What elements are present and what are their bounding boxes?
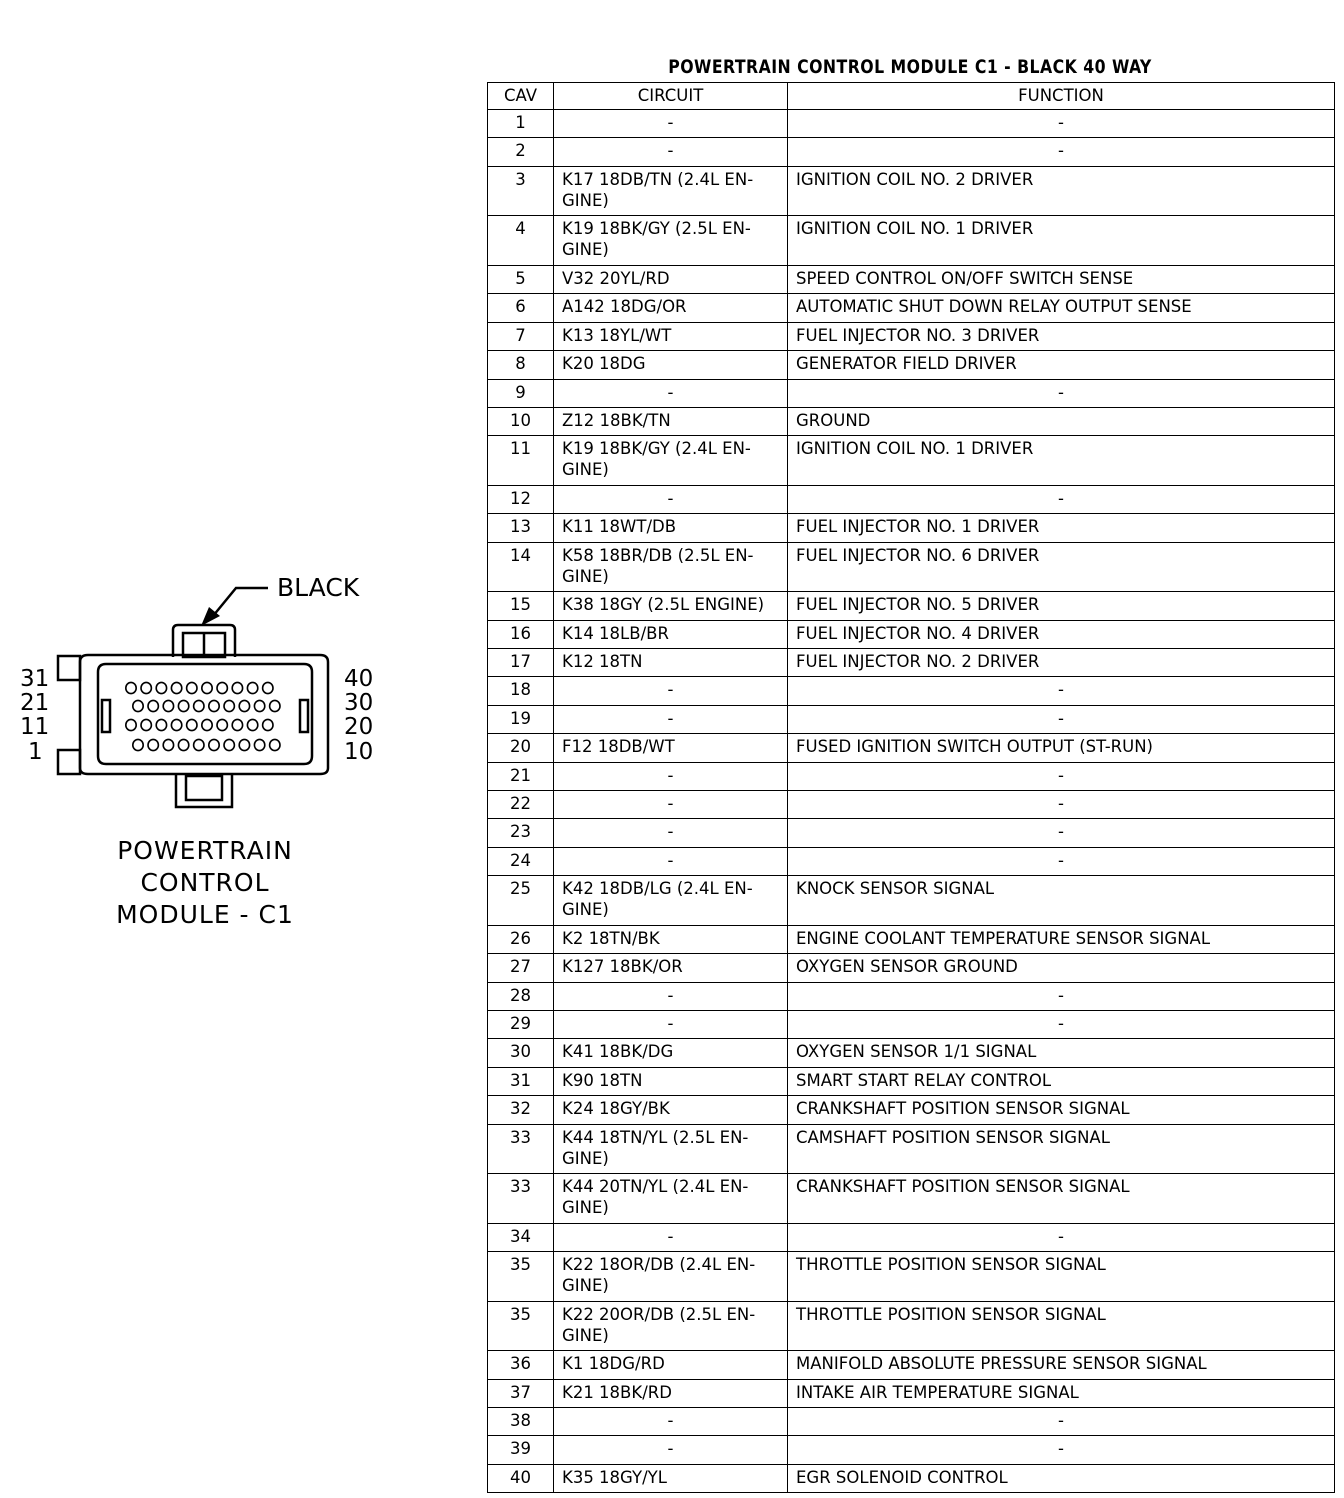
circuit-cell: K20 18DG (554, 351, 788, 379)
table-row (488, 762, 1335, 790)
circuit-cell: - (554, 1408, 788, 1436)
circuit-cell: K58 18BR/DB (2.5L EN-GINE) (554, 542, 788, 592)
pin-hole (171, 719, 181, 730)
pin-label-31: 31 (20, 666, 50, 692)
function-cell: - (788, 762, 1335, 790)
cav-cell: 21 (488, 762, 554, 790)
pin-hole (254, 700, 264, 711)
pin-hole (163, 739, 173, 750)
circuit-cell: K90 18TN (554, 1067, 788, 1095)
function-cell: MANIFOLD ABSOLUTE PRESSURE SENSOR SIGNAL (788, 1351, 1335, 1379)
header-function: FUNCTION (788, 83, 1335, 110)
pin-hole (224, 700, 234, 711)
table-row (488, 876, 1335, 926)
function-cell: FUEL INJECTOR NO. 6 DRIVER (788, 542, 1335, 592)
pin-hole (247, 682, 257, 693)
table-row (488, 1039, 1335, 1067)
circuit-cell: K44 18TN/YL (2.5L EN-GINE) (554, 1124, 788, 1174)
connector-caption (60, 835, 350, 931)
function-cell: FUEL INJECTOR NO. 2 DRIVER (788, 649, 1335, 677)
cav-cell: 22 (488, 791, 554, 819)
function-cell: - (788, 847, 1335, 875)
pin-label-20: 20 (344, 714, 374, 740)
function-cell: GENERATOR FIELD DRIVER (788, 351, 1335, 379)
table-row (488, 110, 1335, 138)
circuit-cell: K12 18TN (554, 649, 788, 677)
caption-line: MODULE - C1 (116, 900, 294, 929)
table-row (488, 294, 1335, 322)
function-cell: FUEL INJECTOR NO. 1 DRIVER (788, 514, 1335, 542)
pin-hole (232, 719, 242, 730)
circuit-cell: K41 18BK/DG (554, 1039, 788, 1067)
cav-cell: 27 (488, 954, 554, 982)
pin-hole (126, 682, 136, 693)
function-cell: IGNITION COIL NO. 1 DRIVER (788, 216, 1335, 266)
cav-cell: 35 (488, 1252, 554, 1302)
function-cell: CAMSHAFT POSITION SENSOR SIGNAL (788, 1124, 1335, 1174)
cav-cell: 26 (488, 925, 554, 953)
circuit-cell: - (554, 762, 788, 790)
circuit-cell: F12 18DB/WT (554, 734, 788, 762)
pin-hole (270, 700, 280, 711)
table-row (488, 1252, 1335, 1302)
function-cell: ENGINE COOLANT TEMPERATURE SENSOR SIGNAL (788, 925, 1335, 953)
circuit-cell: K1 18DG/RD (554, 1351, 788, 1379)
function-cell: THROTTLE POSITION SENSOR SIGNAL (788, 1252, 1335, 1302)
pin-hole (178, 739, 188, 750)
pin-hole (141, 719, 151, 730)
table-row (488, 542, 1335, 592)
header-cav: CAV (488, 83, 554, 110)
function-cell: - (788, 791, 1335, 819)
table-row (488, 1301, 1335, 1351)
pin-label-21: 21 (20, 690, 50, 716)
function-cell: OXYGEN SENSOR 1/1 SIGNAL (788, 1039, 1335, 1067)
circuit-cell: K11 18WT/DB (554, 514, 788, 542)
table-row (488, 138, 1335, 166)
function-cell: FUEL INJECTOR NO. 4 DRIVER (788, 620, 1335, 648)
table-row (488, 485, 1335, 513)
function-cell: CRANKSHAFT POSITION SENSOR SIGNAL (788, 1096, 1335, 1124)
table-row (488, 407, 1335, 435)
table-row (488, 677, 1335, 705)
function-cell: GROUND (788, 407, 1335, 435)
cav-cell: 11 (488, 436, 554, 486)
circuit-cell: - (554, 138, 788, 166)
circuit-cell: - (554, 847, 788, 875)
circuit-cell: - (554, 110, 788, 138)
function-cell: EGR SOLENOID CONTROL (788, 1464, 1335, 1492)
table-row (488, 1351, 1335, 1379)
header-circuit: CIRCUIT (554, 83, 788, 110)
circuit-cell: K35 18GY/YL (554, 1464, 788, 1492)
cav-cell: 15 (488, 592, 554, 620)
pin-hole (187, 682, 197, 693)
cav-cell: 7 (488, 322, 554, 350)
table-row (488, 351, 1335, 379)
pin-hole (194, 700, 204, 711)
circuit-cell: - (554, 677, 788, 705)
pin-hole (178, 700, 188, 711)
cav-cell: 38 (488, 1408, 554, 1436)
table-row (488, 847, 1335, 875)
table-row (488, 954, 1335, 982)
table-row (488, 1174, 1335, 1224)
table-row (488, 791, 1335, 819)
table-row (488, 1379, 1335, 1407)
cav-cell: 2 (488, 138, 554, 166)
function-cell: OXYGEN SENSOR GROUND (788, 954, 1335, 982)
pin-label-40: 40 (344, 666, 374, 692)
table-row (488, 1408, 1335, 1436)
cav-cell: 39 (488, 1436, 554, 1464)
cav-cell: 1 (488, 110, 554, 138)
circuit-cell: A142 18DG/OR (554, 294, 788, 322)
pin-hole (232, 682, 242, 693)
circuit-cell: K19 18BK/GY (2.4L EN-GINE) (554, 436, 788, 486)
function-cell: KNOCK SENSOR SIGNAL (788, 876, 1335, 926)
callout-arrow (213, 588, 268, 616)
pin-hole (141, 682, 151, 693)
function-cell: - (788, 677, 1335, 705)
cav-cell: 36 (488, 1351, 554, 1379)
function-cell: CRANKSHAFT POSITION SENSOR SIGNAL (788, 1174, 1335, 1224)
pin-hole (133, 739, 143, 750)
pin-hole (163, 700, 173, 711)
cav-cell: 6 (488, 294, 554, 322)
cav-cell: 40 (488, 1464, 554, 1492)
pin-hole (202, 719, 212, 730)
function-cell: SMART START RELAY CONTROL (788, 1067, 1335, 1095)
function-cell: - (788, 819, 1335, 847)
cav-cell: 33 (488, 1124, 554, 1174)
cav-cell: 4 (488, 216, 554, 266)
table-row (488, 592, 1335, 620)
cav-cell: 24 (488, 847, 554, 875)
cav-cell: 31 (488, 1067, 554, 1095)
pin-hole (194, 739, 204, 750)
circuit-cell: K44 20TN/YL (2.4L EN-GINE) (554, 1174, 788, 1224)
table-row (488, 734, 1335, 762)
pin-hole (209, 739, 219, 750)
cav-cell: 32 (488, 1096, 554, 1124)
cav-cell: 33 (488, 1174, 554, 1224)
table-row (488, 982, 1335, 1010)
function-cell: - (788, 485, 1335, 513)
connector-color-label: BLACK (277, 573, 360, 602)
function-cell: - (788, 110, 1335, 138)
circuit-cell: - (554, 485, 788, 513)
pin-grid (126, 682, 280, 750)
pin-label-30: 30 (344, 690, 374, 716)
table-row (488, 1067, 1335, 1095)
pin-hole (156, 682, 166, 693)
circuit-cell: - (554, 1010, 788, 1038)
cav-cell: 20 (488, 734, 554, 762)
circuit-cell: K22 20OR/DB (2.5L EN-GINE) (554, 1301, 788, 1351)
pin-hole (156, 719, 166, 730)
table-row (488, 1124, 1335, 1174)
circuit-cell: K2 18TN/BK (554, 925, 788, 953)
circuit-cell: K21 18BK/RD (554, 1379, 788, 1407)
pin-hole (148, 700, 158, 711)
cav-cell: 29 (488, 1010, 554, 1038)
circuit-cell: - (554, 1436, 788, 1464)
table-row (488, 436, 1335, 486)
cav-cell: 28 (488, 982, 554, 1010)
cav-cell: 13 (488, 514, 554, 542)
function-cell: - (788, 1010, 1335, 1038)
circuit-cell: Z12 18BK/TN (554, 407, 788, 435)
table-row (488, 514, 1335, 542)
circuit-cell: - (554, 791, 788, 819)
function-cell: FUEL INJECTOR NO. 5 DRIVER (788, 592, 1335, 620)
table-row (488, 379, 1335, 407)
circuit-cell: - (554, 1223, 788, 1251)
pin-hole (148, 739, 158, 750)
circuit-cell: - (554, 819, 788, 847)
cav-cell: 19 (488, 705, 554, 733)
cav-cell: 34 (488, 1223, 554, 1251)
pin-label-10: 10 (344, 739, 374, 765)
caption-line: CONTROL (140, 868, 270, 897)
cav-cell: 8 (488, 351, 554, 379)
function-cell: IGNITION COIL NO. 1 DRIVER (788, 436, 1335, 486)
table-header-row (488, 83, 1335, 110)
table-row (488, 166, 1335, 216)
pin-hole (209, 700, 219, 711)
pinout-table (487, 82, 1335, 1493)
pin-hole (270, 739, 280, 750)
table-row (488, 620, 1335, 648)
function-cell: - (788, 1436, 1335, 1464)
table-row (488, 1464, 1335, 1492)
table-row (488, 705, 1335, 733)
cav-cell: 35 (488, 1301, 554, 1351)
cav-cell: 25 (488, 876, 554, 926)
circuit-cell: V32 20YL/RD (554, 265, 788, 293)
cav-cell: 23 (488, 819, 554, 847)
pin-hole (239, 700, 249, 711)
cav-cell: 30 (488, 1039, 554, 1067)
circuit-cell: - (554, 982, 788, 1010)
table-row (488, 925, 1335, 953)
function-cell: - (788, 982, 1335, 1010)
cav-cell: 10 (488, 407, 554, 435)
pin-hole (187, 719, 197, 730)
function-cell: FUEL INJECTOR NO. 3 DRIVER (788, 322, 1335, 350)
function-cell: - (788, 705, 1335, 733)
circuit-cell: K38 18GY (2.5L ENGINE) (554, 592, 788, 620)
pin-hole (202, 682, 212, 693)
table-row (488, 819, 1335, 847)
pin-hole (254, 739, 264, 750)
circuit-cell: - (554, 379, 788, 407)
cav-cell: 18 (488, 677, 554, 705)
cav-cell: 9 (488, 379, 554, 407)
connector-body (58, 625, 328, 807)
cav-cell: 3 (488, 166, 554, 216)
table-title: POWERTRAIN CONTROL MODULE C1 - BLACK 40 WAY (668, 56, 1152, 78)
circuit-cell: K22 18OR/DB (2.4L EN-GINE) (554, 1252, 788, 1302)
cav-cell: 16 (488, 620, 554, 648)
pin-hole (217, 682, 227, 693)
circuit-cell: K42 18DB/LG (2.4L EN-GINE) (554, 876, 788, 926)
pin-hole (239, 739, 249, 750)
pin-label-11: 11 (20, 714, 50, 740)
table-row (488, 649, 1335, 677)
circuit-cell: K13 18YL/WT (554, 322, 788, 350)
function-cell: SPEED CONTROL ON/OFF SWITCH SENSE (788, 265, 1335, 293)
table-row (488, 322, 1335, 350)
table-row (488, 265, 1335, 293)
circuit-cell: K19 18BK/GY (2.5L EN-GINE) (554, 216, 788, 266)
pin-hole (133, 700, 143, 711)
cav-cell: 14 (488, 542, 554, 592)
cav-cell: 17 (488, 649, 554, 677)
circuit-cell: K17 18DB/TN (2.4L EN-GINE) (554, 166, 788, 216)
table-row (488, 1010, 1335, 1038)
function-cell: FUSED IGNITION SWITCH OUTPUT (ST-RUN) (788, 734, 1335, 762)
pin-hole (224, 739, 234, 750)
circuit-cell: K127 18BK/OR (554, 954, 788, 982)
function-cell: - (788, 379, 1335, 407)
table-row (488, 1223, 1335, 1251)
cav-cell: 37 (488, 1379, 554, 1407)
circuit-cell: K14 18LB/BR (554, 620, 788, 648)
caption-line: POWERTRAIN (117, 836, 293, 865)
function-cell: INTAKE AIR TEMPERATURE SIGNAL (788, 1379, 1335, 1407)
function-cell: AUTOMATIC SHUT DOWN RELAY OUTPUT SENSE (788, 294, 1335, 322)
pin-hole (171, 682, 181, 693)
circuit-cell: K24 18GY/BK (554, 1096, 788, 1124)
function-cell: - (788, 1408, 1335, 1436)
pin-hole (126, 719, 136, 730)
pin-hole (263, 682, 273, 693)
function-cell: THROTTLE POSITION SENSOR SIGNAL (788, 1301, 1335, 1351)
function-cell: - (788, 138, 1335, 166)
function-cell: IGNITION COIL NO. 2 DRIVER (788, 166, 1335, 216)
table-row (488, 1096, 1335, 1124)
pin-label-1: 1 (28, 739, 43, 765)
cav-cell: 5 (488, 265, 554, 293)
function-cell: - (788, 1223, 1335, 1251)
pin-hole (217, 719, 227, 730)
pin-hole (247, 719, 257, 730)
cav-cell: 12 (488, 485, 554, 513)
pin-hole (263, 719, 273, 730)
circuit-cell: - (554, 705, 788, 733)
table-row (488, 216, 1335, 266)
table-row (488, 1436, 1335, 1464)
